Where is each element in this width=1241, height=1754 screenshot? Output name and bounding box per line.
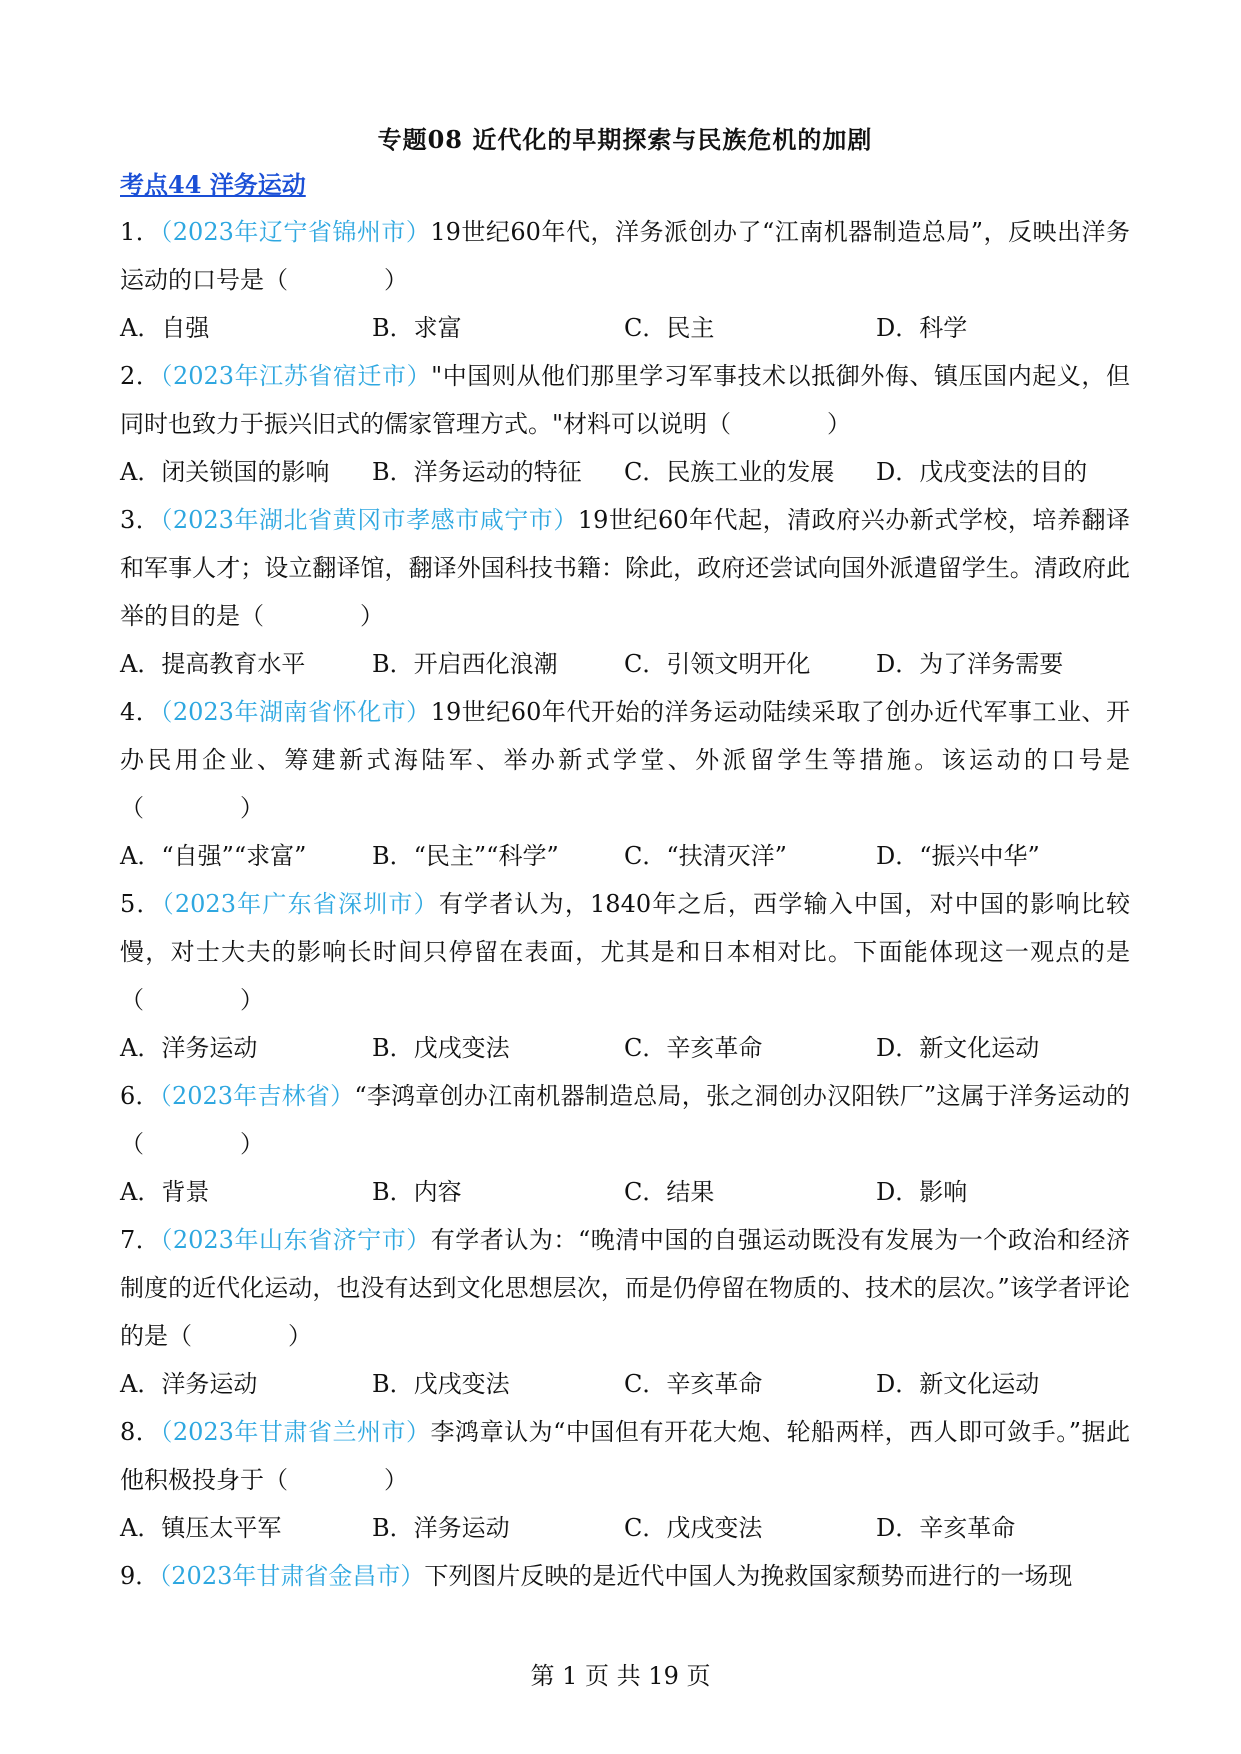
option-d: D．为了洋务需要 (876, 650, 1064, 678)
option-d: D．新文化运动 (876, 1370, 1040, 1398)
option-c: C．民主 (624, 314, 715, 342)
option-b: B．戊戌变法 (372, 1034, 510, 1062)
question-text: 有学者认为，1840年之后，西学输入中国，对中国的影响比较慢，对士大夫的影响长时间只停留在表面，尤其是和日本相对比。下面能体现这一观点的是（ ） (120, 890, 1130, 1014)
question-number: 2． (120, 362, 161, 390)
question-item (120, 496, 1130, 640)
option-d: D．影响 (876, 1178, 968, 1206)
option-a: A．洋务运动 (120, 1370, 258, 1398)
question-text: 有学者认为：“晚清中国的自强运动既没有发展为一个政治和经济制度的近代化运动，也没有达到文化思想层次，而是仍停留在物质的、技术的层次。”该学者评论的是（ ） (120, 1226, 1130, 1350)
options-row (120, 304, 1130, 352)
option-d: D．戊戌变法的目的 (876, 458, 1088, 486)
option-a: A．闭关锁国的影响 (120, 458, 330, 486)
option-a: A．洋务运动 (120, 1034, 258, 1062)
option-b: B．开启西化浪潮 (372, 650, 558, 678)
option-d: D．科学 (876, 314, 968, 342)
option-d: D．新文化运动 (876, 1034, 1040, 1062)
question-source: （2023年江苏省宿迁市） (160, 362, 432, 390)
options-row (120, 640, 1130, 688)
option-a: A．镇压太平军 (120, 1514, 282, 1542)
section-heading[interactable]: 考点44 洋务运动 (120, 170, 306, 199)
options-row (120, 832, 1130, 880)
question-source: （2023年山东省济宁市） (160, 1226, 431, 1254)
option-c: C．“扶清灭洋” (624, 842, 787, 870)
question-item (120, 880, 1130, 1024)
option-b: B．“民主”“科学” (372, 842, 559, 870)
question-number: 3． (120, 506, 161, 534)
question-list (120, 208, 1130, 1600)
option-b: B．戊戌变法 (372, 1370, 510, 1398)
question-source: （2023年湖北省黄冈市孝感市咸宁市） (160, 506, 578, 534)
question-text: 李鸿章认为“中国但有开花大炮、轮船两样，西人即可敛手。”据此他积极投身于（ ） (120, 1418, 1131, 1494)
option-b: B．洋务运动的特征 (372, 458, 582, 486)
question-item (120, 1216, 1130, 1360)
question-item (120, 208, 1130, 304)
question-source: （2023年广东省深圳市） (161, 890, 439, 918)
question-source: （2023年甘肃省金昌市） (159, 1562, 425, 1590)
question-number: 8． (120, 1418, 161, 1446)
question-item (120, 1072, 1130, 1168)
question-text: 19世纪60年代，洋务派创办了“江南机器制造总局”，反映出洋务运动的口号是（ ） (120, 218, 1131, 294)
option-b: B．内容 (372, 1178, 462, 1206)
page-footer: 第 1 页 共 19 页 (530, 1662, 711, 1690)
question-text: 19世纪60年代开始的洋务运动陆续采取了创办近代军事工业、开办民用企业、筹建新式海陆军、举办新式学堂、外派留学生等措施。该运动的口号是（ ） (120, 698, 1130, 822)
question-item (120, 1552, 1130, 1600)
question-text: “李鸿章创办江南机器制造总局，张之洞创办汉阳铁厂”这属于洋务运动的（ ） (120, 1082, 1130, 1158)
options-row (120, 1360, 1130, 1408)
option-b: B．求富 (372, 314, 462, 342)
question-text: 下列图片反映的是近代中国人为挽救国家颓势而进行的一场现 (424, 1562, 1073, 1590)
option-c: C．辛亥革命 (624, 1034, 763, 1062)
option-c: C．戊戌变法 (624, 1514, 763, 1542)
option-c: C．引领文明开化 (624, 650, 811, 678)
question-source: （2023年辽宁省锦州市） (160, 218, 431, 246)
options-row (120, 448, 1130, 496)
option-d: D．辛亥革命 (876, 1514, 1016, 1542)
options-row (120, 1504, 1130, 1552)
question-text: 19世纪60年代起，清政府兴办新式学校，培养翻译和军事人才；设立翻译馆，翻译外国科技书籍：除此，政府还尝试向国外派遣留学生。清政府此举的目的是（ ） (120, 506, 1130, 630)
option-c: C．结果 (624, 1178, 715, 1206)
question-number: 1． (120, 218, 161, 246)
question-source: （2023年吉林省） (159, 1082, 355, 1110)
question-number: 5． (120, 890, 162, 918)
question-number: 9． (120, 1562, 160, 1590)
option-b: B．洋务运动 (372, 1514, 510, 1542)
question-number: 6． (120, 1082, 160, 1110)
question-item (120, 688, 1130, 832)
document-title: 专题08 近代化的早期探索与民族危机的加剧 (377, 125, 873, 154)
option-a: A．背景 (120, 1178, 210, 1206)
question-item (120, 352, 1130, 448)
options-row (120, 1168, 1130, 1216)
option-a: A．自强 (120, 314, 210, 342)
option-c: C．民族工业的发展 (624, 458, 835, 486)
question-source: （2023年甘肃省兰州市） (160, 1418, 431, 1446)
question-text: "中国则从他们那里学习军事技术以抵御外侮、镇压国内起义，但同时也致力于振兴旧式的儒家管理方式。"材料可以说明（ ） (120, 362, 1130, 438)
question-item (120, 1408, 1130, 1504)
question-number: 7． (120, 1226, 161, 1254)
options-row (120, 1024, 1130, 1072)
option-a: A．“自强”“求富” (120, 842, 307, 870)
question-source: （2023年湖南省怀化市） (160, 698, 431, 726)
document-page (120, 110, 1130, 1600)
question-number: 4． (120, 698, 161, 726)
option-d: D．“振兴中华” (876, 842, 1040, 870)
option-c: C．辛亥革命 (624, 1370, 763, 1398)
option-a: A．提高教育水平 (120, 650, 306, 678)
